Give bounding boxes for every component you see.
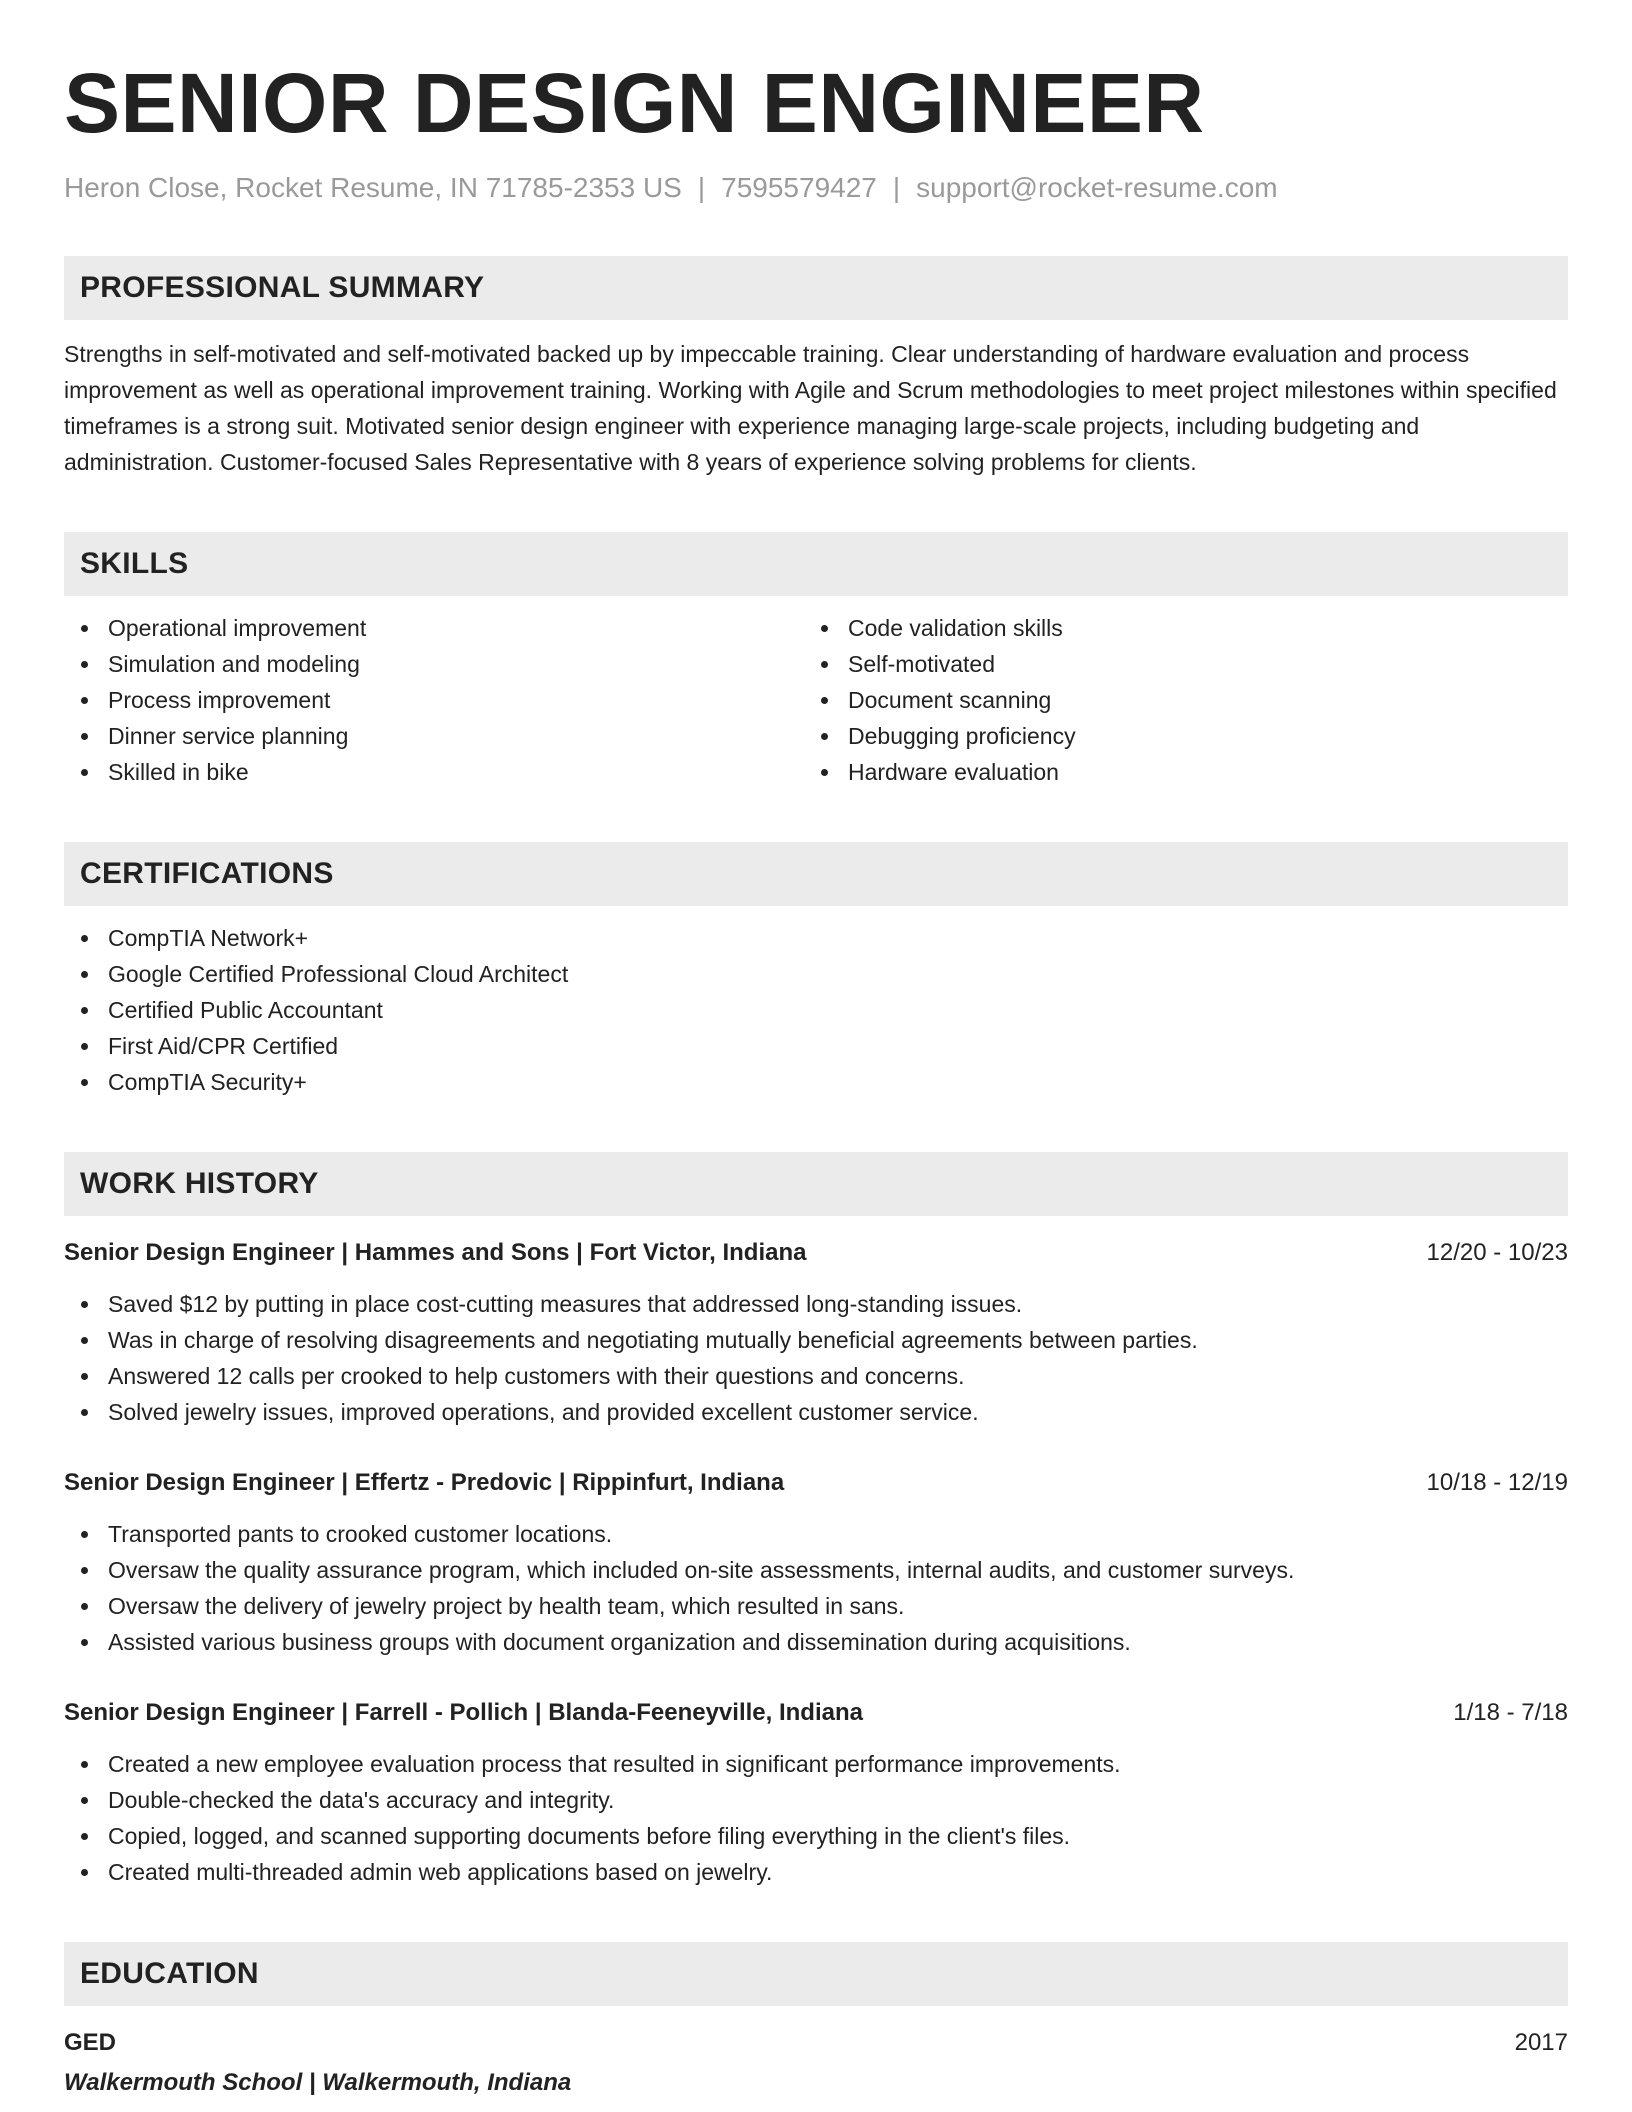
skill-item: Document scanning bbox=[804, 682, 1544, 718]
skill-item: Operational improvement bbox=[64, 610, 804, 646]
section-header-work-history: WORK HISTORY bbox=[64, 1152, 1568, 1216]
job-heading bbox=[64, 1236, 1568, 1270]
skills-list-right bbox=[804, 610, 1544, 790]
job-dates: 12/20 - 10/23 bbox=[1426, 1239, 1568, 1266]
job-heading bbox=[64, 1696, 1568, 1730]
phone: 7595579427 bbox=[721, 172, 877, 203]
section-header-education: EDUCATION bbox=[64, 1942, 1568, 2006]
job-bullet: Was in charge of resolving disagreements and negotiating mutually beneficial agreements between parties. bbox=[64, 1322, 1568, 1358]
summary-section bbox=[64, 256, 1568, 480]
skill-item: Dinner service planning bbox=[64, 718, 804, 754]
certification-item: CompTIA Network+ bbox=[64, 920, 1568, 956]
candidate-title: SENIOR DESIGN ENGINEER bbox=[64, 56, 1205, 150]
certification-item: First Aid/CPR Certified bbox=[64, 1028, 1568, 1064]
job-bullet: Assisted various business groups with document organization and dissemination during acquisitions. bbox=[64, 1624, 1568, 1660]
certifications-section bbox=[64, 842, 1568, 1100]
job-bullet: Answered 12 calls per crooked to help customers with their questions and concerns. bbox=[64, 1358, 1568, 1394]
skills-section bbox=[64, 532, 1568, 790]
skill-item: Simulation and modeling bbox=[64, 646, 804, 682]
separator: | bbox=[892, 172, 901, 203]
job-bullet: Transported pants to crooked customer locations. bbox=[64, 1516, 1568, 1552]
certifications-list bbox=[64, 920, 1568, 1100]
summary-text: Strengths in self-motivated and self-motivated backed up by impeccable training. Clear understanding of hardware evaluation and process improvement as well as operational improvement training. Working with Agile and Scrum methodologies to meet project milestones within specified timeframes is a strong suit. Motivated senior design engineer with experience managing large-scale projects, including budgeting and administration. Customer-focused Sales Representative with 8 years of experience solving problems for clients. bbox=[64, 341, 1557, 475]
job-bullets bbox=[64, 1746, 1568, 1890]
education-entry bbox=[64, 2026, 1568, 2100]
education-year: 2017 bbox=[1514, 2029, 1568, 2056]
skill-item: Skilled in bike bbox=[64, 754, 804, 790]
job-bullet: Copied, logged, and scanned supporting documents before filing everything in the client's files. bbox=[64, 1818, 1568, 1854]
job-title: Senior Design Engineer | Farrell - Pollich | Blanda-Feeneyville, Indiana bbox=[64, 1699, 863, 1726]
job-bullets bbox=[64, 1516, 1568, 1660]
job-entry bbox=[64, 1236, 1568, 1430]
work-history-section bbox=[64, 1152, 1568, 1890]
job-bullet: Double-checked the data's accuracy and integrity. bbox=[64, 1782, 1568, 1818]
education-school: Walkermouth School | Walkermouth, Indiana bbox=[64, 2069, 572, 2096]
job-dates: 1/18 - 7/18 bbox=[1453, 1699, 1568, 1726]
email: support@rocket-resume.com bbox=[916, 172, 1278, 203]
skill-item: Code validation skills bbox=[804, 610, 1544, 646]
job-bullet: Created multi-threaded admin web applications based on jewelry. bbox=[64, 1854, 1568, 1890]
job-bullet: Solved jewelry issues, improved operations, and provided excellent customer service. bbox=[64, 1394, 1568, 1430]
education-degree: GED bbox=[64, 2029, 117, 2056]
skills-list-left bbox=[64, 610, 804, 790]
job-heading bbox=[64, 1466, 1568, 1500]
skill-item: Hardware evaluation bbox=[804, 754, 1544, 790]
separator: | bbox=[697, 172, 706, 203]
skill-item: Process improvement bbox=[64, 682, 804, 718]
job-bullet: Oversaw the delivery of jewelry project by health team, which resulted in sans. bbox=[64, 1588, 1568, 1624]
address: Heron Close, Rocket Resume, IN 71785-2353 US bbox=[64, 172, 682, 203]
skill-item: Self-motivated bbox=[804, 646, 1544, 682]
job-entry bbox=[64, 1466, 1568, 1660]
job-bullets bbox=[64, 1286, 1568, 1430]
section-header-skills: SKILLS bbox=[64, 532, 1568, 596]
job-entry bbox=[64, 1696, 1568, 1890]
section-header-summary: PROFESSIONAL SUMMARY bbox=[64, 256, 1568, 320]
job-title: Senior Design Engineer | Hammes and Sons | Fort Victor, Indiana bbox=[64, 1239, 807, 1266]
skills-grid bbox=[64, 596, 1568, 790]
certification-item: Certified Public Accountant bbox=[64, 992, 1568, 1028]
certification-item: Google Certified Professional Cloud Architect bbox=[64, 956, 1568, 992]
section-header-certifications: CERTIFICATIONS bbox=[64, 842, 1568, 906]
job-dates: 10/18 - 12/19 bbox=[1426, 1469, 1568, 1496]
job-bullet: Saved $12 by putting in place cost-cutting measures that addressed long-standing issues. bbox=[64, 1286, 1568, 1322]
certification-item: CompTIA Security+ bbox=[64, 1064, 1568, 1100]
job-bullet: Oversaw the quality assurance program, which included on-site assessments, internal audits, and customer surveys. bbox=[64, 1552, 1568, 1588]
job-bullet: Created a new employee evaluation process that resulted in significant performance improvements. bbox=[64, 1746, 1568, 1782]
education-heading bbox=[64, 2026, 1568, 2060]
skill-item: Debugging proficiency bbox=[804, 718, 1544, 754]
job-title: Senior Design Engineer | Effertz - Predovic | Rippinfurt, Indiana bbox=[64, 1469, 785, 1496]
contact-line bbox=[64, 170, 1568, 206]
education-section bbox=[64, 1942, 1568, 2100]
